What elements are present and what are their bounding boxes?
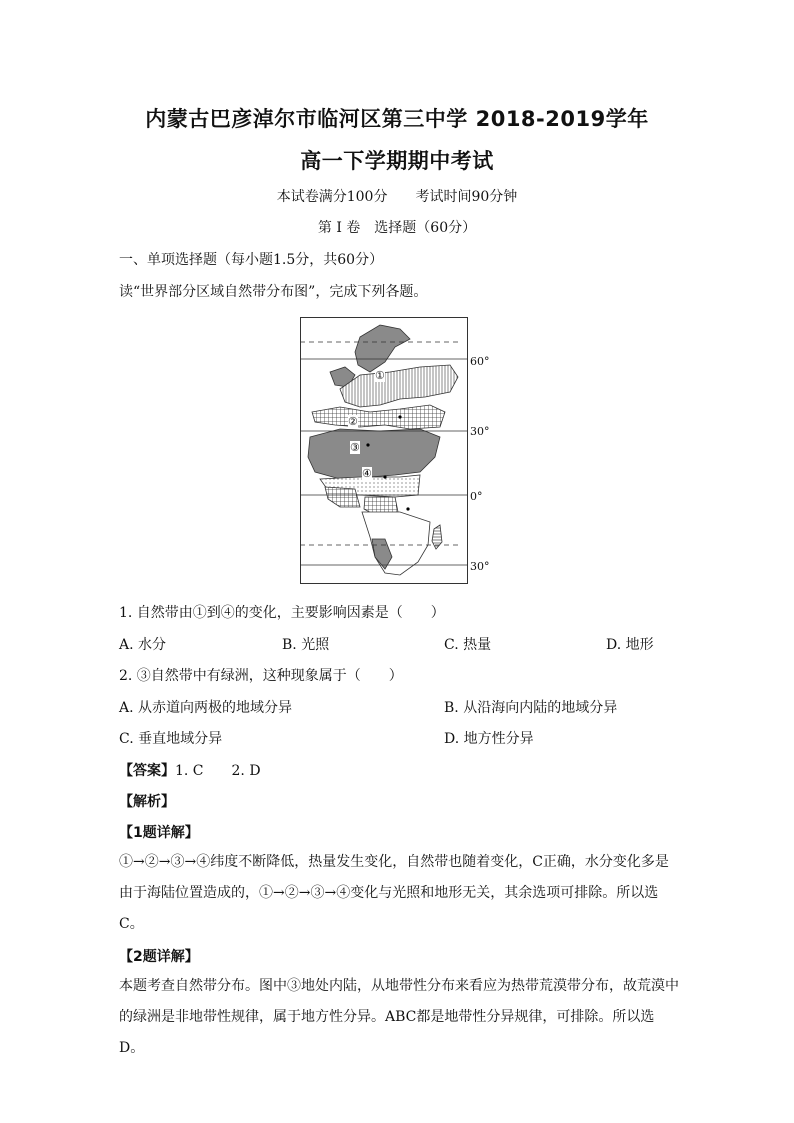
section-intro: 读“世界部分区域自然带分布图”，完成下列各题。	[119, 284, 428, 300]
q1-option-b: B. 光照	[282, 637, 330, 653]
part-title: 第 I 卷 选择题（60分）	[317, 220, 477, 236]
zone-marker-3: ③	[350, 441, 360, 454]
question-2-stem: 2. ③自然带中有绿洲，这种现象属于（ ）	[119, 668, 403, 684]
zone-marker-2: ②	[348, 415, 358, 428]
map-graphic	[300, 317, 468, 584]
natural-zone-map	[300, 317, 490, 584]
q2-analysis-text: 本题考查自然带分布。图中③地处内陆，从地带性分布来看应为热带荒漠带分布，故荒漠中的绿洲是非地带性规律，属于地方性分异。ABC都是地带性分异规律，可排除。所以选D。	[119, 978, 679, 1056]
answer-label: 【答案】	[119, 763, 175, 779]
q2-option-b: B. 从沿海向内陆的地域分异	[444, 700, 618, 716]
title-line-1: 内蒙古巴彦淖尔市临河区第三中学 2018-2019学年	[145, 107, 649, 131]
q1-analysis-text: ①→②→③→④纬度不断降低，热量发生变化，自然带也随着变化，C正确，水分变化多是由于海陆位置造成的，①→②→③→④变化与光照和地形无关，其余选项可排除。所以选C。	[119, 854, 669, 932]
lat-label-60n: 60°	[470, 355, 490, 368]
lat-label-equator: 0°	[470, 490, 483, 503]
q1-option-d: D. 地形	[606, 637, 654, 653]
title-line-2: 高一下学期期中考试	[300, 149, 494, 173]
q1-option-a: A. 水分	[119, 637, 167, 653]
lat-label-30n: 30°	[470, 425, 490, 438]
exam-info: 本试卷满分100分 考试时间90分钟	[276, 189, 518, 205]
lat-label-30s: 30°	[470, 560, 490, 573]
q1-analysis-label: 【1题详解】	[119, 825, 199, 841]
answer-line	[119, 760, 261, 780]
q2-option-d: D. 地方性分异	[444, 731, 534, 747]
question-1-stem: 1. 自然带由①到④的变化，主要影响因素是（ ）	[119, 605, 445, 621]
analysis-label: 【解析】	[119, 794, 175, 810]
q2-analysis-label: 【2题详解】	[119, 949, 199, 965]
q2-option-a: A. 从赤道向两极的地域分异	[119, 700, 293, 716]
answer-text: 1. C 2. D	[175, 763, 261, 779]
q2-option-c: C. 垂直地域分异	[119, 731, 223, 747]
q1-option-c: C. 热量	[444, 637, 492, 653]
zone-marker-4: ④	[362, 467, 372, 480]
zone-marker-1: ①	[375, 369, 385, 382]
section-heading: 一、单项选择题（每小题1.5分，共60分）	[119, 252, 384, 268]
